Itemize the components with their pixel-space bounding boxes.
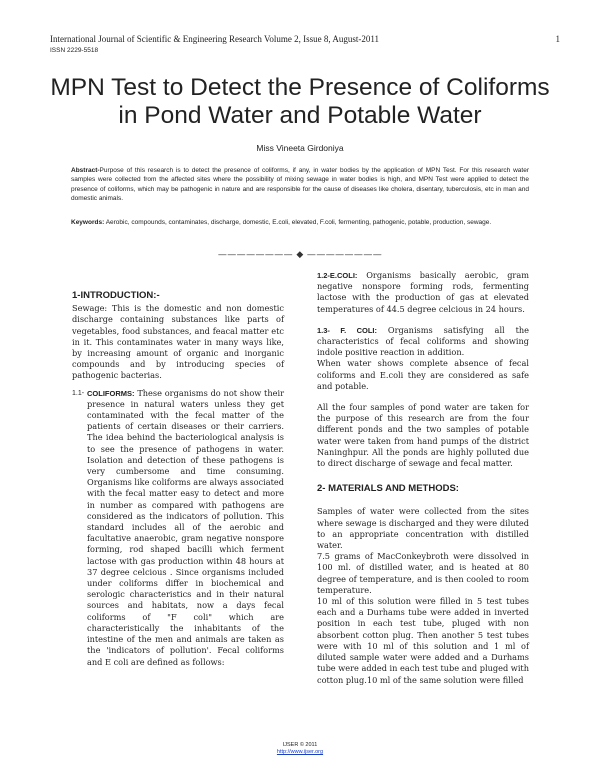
intro-text: Sewage: This is the domestic and non domestic discharge containing substances like parts of vegetables, food substances, and feacal matter etc in it. This contaminates water in many ways like, by increasing amount of organic and inorganic compounds and by introducing species of pathogenic bacterias.: [72, 303, 284, 381]
ecoli-text: Organisms basically aerobic, gram negative nonspore forming rods, fermenting lactose with the production of gas at elevated temperatures of 44.5 degree celcious in 24 hours.: [317, 270, 529, 314]
page-number: 1: [555, 34, 560, 44]
author: Miss Vineeta Girdoniya: [256, 143, 344, 153]
journal-url-link[interactable]: http://www.ijser.org: [276, 749, 324, 755]
fcoli-text: Organisms satisfying all the characteristics of fecal coliforms and showing indole positive reaction in addition.: [317, 324, 530, 358]
fcoli-label: 1.3- F. COLI:: [317, 325, 377, 335]
abstract: [71, 166, 529, 203]
keywords-text: Aerobic, compounds, contaminates, discharge, domestic, E.coli, elevated, F.coli, fermenting, pathogenic, potable, production, sewage.: [105, 219, 492, 226]
copyright: IJSER © 2011: [282, 742, 318, 748]
running-header: [50, 34, 560, 56]
keywords: [71, 218, 529, 227]
issn: ISSN 2229-5518: [50, 47, 99, 54]
section-number: 1.1-: [72, 389, 85, 397]
samples-paragraph: All the four samples of pond water are taken for the purpose of this research are from the four different ponds and the two samples of potable water were taken from hand pumps of the district Naninghpur. All the ponds are highly polluted due to direct discharge of sewage and fecal matter.: [317, 402, 529, 469]
methods-heading: 2- MATERIALS AND METHODS:: [317, 483, 459, 495]
section-1-1: [72, 388, 284, 668]
methods-p2: 7.5 grams of MacConkeybroth were dissolved in 100 ml. of distilled water, and is heated at 80 degree of temperature, and is then cooled to room temperature.: [317, 551, 529, 595]
left-column: [72, 268, 284, 668]
coliforms-label: COLIFORMS:: [87, 388, 135, 398]
methods-p3: 10 ml of this solution were filled in 5 test tubes each and a Durhams tube were added in inverted position in each test tube, pluged with non absorbent cotton plug. Then another 5 test tubes were with 10 ml of this solution and 1 ml of diluted sample water were added and a Durhams tube were added in each test tube and pluged with cotton plug.10 ml of the same solution were filled: [317, 596, 529, 685]
right-column: [317, 270, 529, 686]
coliforms-text: These organisms do not show their presence in natural waters unless they get contaminated with the fecal matter of the patients of certain diseases or their carriers. The idea behind the bacteriological analysis is to see the presence of pathogens in water. Isolation and detection of these pathogens is very cumbersome and time consuming. Organisms like coliforms are always associated with the fecal matter easy to detect and more in number as compared with pathogens are considered as the indicators of pollution. This standard includes all of the aerobic and facultative anaerobic, gram negative nonspore forming, rod shaped bacilli which ferment lactose with gas production within 48 hours at 37 degree celcious . Since organisms included under coliforms differ in biochemical and serologic characteristics and in their natural sources and habitats, now a days fecal coliforms of "F coli" which are characteristically the inhabitants of the intestine of the men and animals are taken as the 'indicators of pollution'. Fecal coliforms and E coli are defined as follows:: [87, 387, 284, 667]
page-footer: [0, 742, 600, 756]
journal-line: International Journal of Scientific & Engineering Research Volume 2, Issue 8, August-2011: [50, 34, 380, 44]
section-divider: ———————— ◆ ————————: [217, 250, 383, 260]
methods-p1: Samples of water were collected from the sites where sewage is discharged and they were diluted to an appropriate concentration with distilled water.: [317, 506, 529, 551]
abstract-label: Abstract-: [71, 167, 100, 174]
ecoli-label: 1.2-E.COLI:: [317, 271, 358, 280]
keywords-label: Keywords:: [71, 219, 105, 226]
safe-water-text: When water shows complete absence of fecal coliforms and E.coli they are considered as safe and potable.: [317, 358, 529, 391]
abstract-text: Purpose of this research is to detect the presence of coliforms, if any, in water bodies by the application of MPN Test. For this research water samples were collected from the affected sites where the possibility of mixing sewage in water bodies is high, and MPN Test were applied to detect the presence of coliforms, which may be pathogenic in nature and are responsible for the cause of diseases like cholera, disentary, tuberculosis, etc in man and domestic animals.: [71, 167, 529, 202]
section-1-3: [317, 325, 529, 359]
section-1-2: [317, 270, 529, 315]
paper-title: MPN Test to Detect the Presence of Coliforms in Pond Water and Potable Water: [50, 74, 550, 129]
intro-heading: 1-INTRODUCTION:-: [72, 290, 160, 301]
